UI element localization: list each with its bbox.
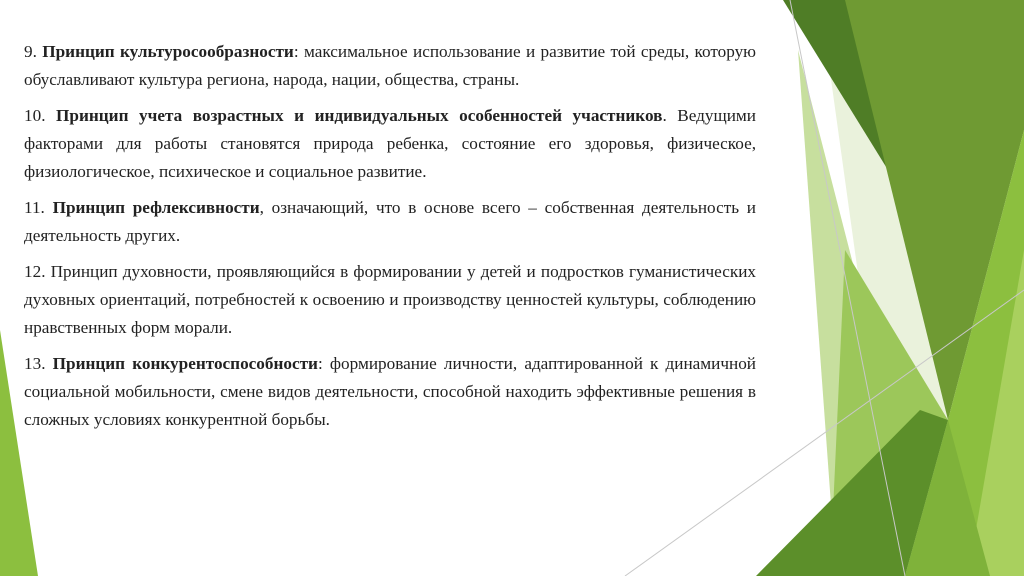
principle-item-12 [24,258,756,342]
item-number: 11. [24,198,53,217]
principle-description: . Ведущими факторами для работы становятся природа ребенка, состояние его здоровья, физическое, физиологическое, психическое и социальное развитие. [24,106,757,181]
principle-description: , означающий, что в основе всего – собственная деятельность и деятельность других. [24,198,756,245]
principle-item-10 [24,102,756,186]
item-number: 13. [24,354,53,373]
item-number: 9. [24,42,43,61]
principle-description: Принцип духовности, проявляющийся в формировании у детей и подростков гуманистических духовных ориентаций, потребностей к освоению и производству ценностей культуры, соблюдению нравственных форм морали. [24,262,757,337]
item-number: 10. [24,106,57,125]
principle-title: Принцип рефлексивности [52,198,260,217]
principle-title: Принцип конкурентоспособности [52,354,318,373]
principle-title: Принцип учета возрастных и индивидуальных особенностей участников [56,106,663,125]
item-number: 12. [24,262,51,281]
principle-item-11 [24,194,756,250]
principle-title: Принцип культуросообразности [42,42,294,61]
principle-description: : максимальное использование и развитие той среды, которую обуславливают культура региона, народа, нации, общества, страны. [24,42,756,89]
principle-item-13 [24,350,756,434]
principle-item-9 [24,38,756,94]
principle-description: : формирование личности, адаптированной к динамичной социальной мобильности, смене видов деятельности, способной находить эффективные решения в сложных условиях конкурентной борьбы. [24,354,757,429]
slide-body-text [24,38,756,442]
